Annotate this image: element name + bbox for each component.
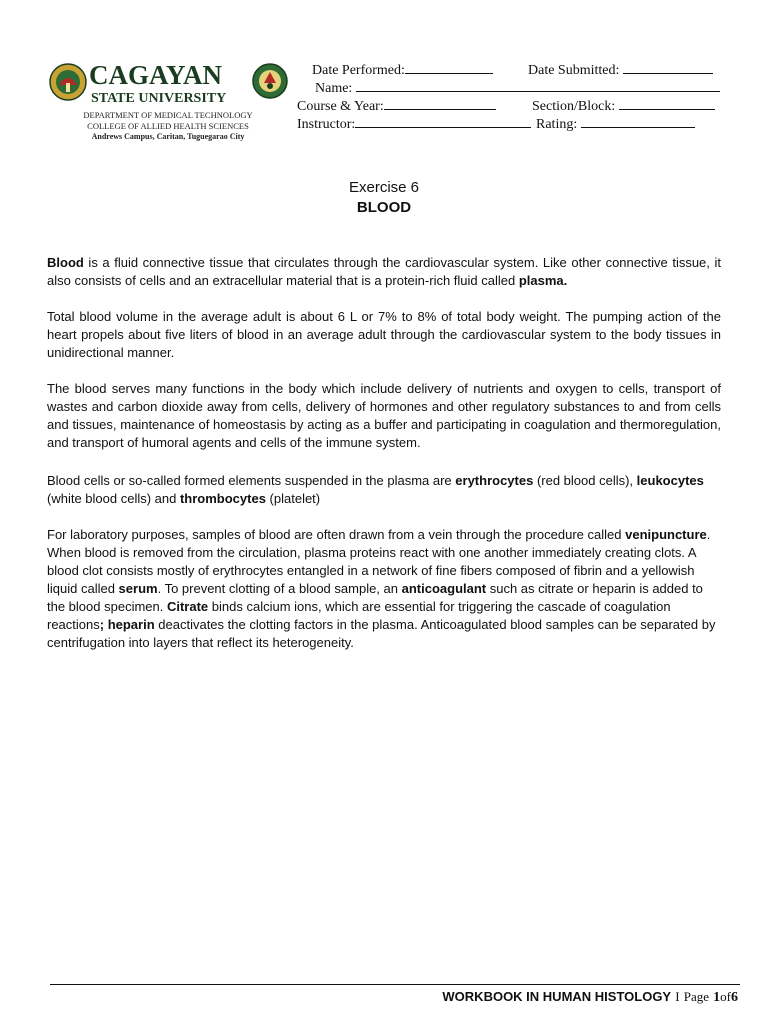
section-block-label: Section/Block: <box>532 99 616 114</box>
instructor-label: Instructor: <box>297 117 356 132</box>
text-span: (platelet) <box>265 491 321 506</box>
text-span: . To prevent clotting of a blood sample, an <box>157 581 402 596</box>
university-seal-icon <box>49 63 87 101</box>
campus-address: Andrews Campus, Caritan, Tuguegarao City <box>91 132 245 141</box>
rating-label: Rating: <box>536 117 578 132</box>
footer-separator: I <box>675 989 680 1004</box>
footer-page-total: 6 <box>731 990 738 1005</box>
footer-of-label: of <box>720 989 731 1004</box>
term-citrate: Citrate <box>166 599 209 614</box>
course-year-field[interactable] <box>297 96 496 116</box>
exercise-title-block <box>0 178 768 218</box>
document-body <box>47 254 721 652</box>
text-span: is a fluid connective tissue that circulates through the cardiovascular system. Like other connective tissue, it also consists of cells and an extracellular material that is a protein-rich fluid called <box>47 255 721 288</box>
student-info-form <box>297 60 727 132</box>
term-serum: serum <box>118 581 158 596</box>
term-blood: Blood <box>47 255 84 270</box>
college-seal-icon <box>252 63 288 99</box>
text-span: For laboratory purposes, samples of blood are often drawn from a vein through the procedure called <box>47 527 626 542</box>
term-erythrocytes: erythrocytes <box>455 473 534 488</box>
page-footer <box>442 988 738 1007</box>
paragraph-venipuncture <box>47 526 721 652</box>
footer-divider <box>50 984 740 985</box>
term-venipuncture: venipuncture <box>625 527 707 542</box>
footer-page-current: 1 <box>713 990 721 1005</box>
rating-field[interactable] <box>536 114 695 134</box>
paragraph-blood-definition <box>47 254 721 290</box>
university-logo-block <box>47 60 289 144</box>
document-header <box>47 60 727 150</box>
paragraph-formed-elements <box>47 472 721 508</box>
university-subtitle: STATE UNIVERSITY <box>91 91 227 106</box>
paragraph-blood-functions: The blood serves many functions in the body which include delivery of nutrients and oxygen to cells, transport of wastes and carbon dioxide away from cells, delivery of hormones and other regulatory substances to and from cells and tissues, maintenance of homeostasis by acting as a buffer and participating in coagulation and thermoregulation, and transport of humoral agents and cells of the immune system. <box>47 381 721 450</box>
date-submitted-field[interactable] <box>528 60 713 80</box>
name-field[interactable] <box>315 78 720 98</box>
name-label: Name: <box>315 81 353 96</box>
text-span: (red blood cells), <box>533 473 637 488</box>
term-plasma: plasma. <box>518 273 568 288</box>
text-span: deactivates the clotting factors in the plasma. Anticoagulated blood samples can be separated by centrifugation into layers that reflect its heterogeneity. <box>47 617 716 650</box>
exercise-title: Exercise 6 <box>348 179 420 196</box>
exercise-subtitle: BLOOD <box>356 199 412 216</box>
date-submitted-label: Date Submitted: <box>528 63 620 78</box>
term-thrombocytes: thrombocytes <box>179 491 266 506</box>
term-anticoagulant: anticoagulant <box>401 581 487 596</box>
date-performed-label: Date Performed: <box>312 63 405 78</box>
term-leukocytes: leukocytes <box>636 473 704 488</box>
college-name: COLLEGE OF ALLIED HEALTH SCIENCES <box>87 121 249 131</box>
course-year-label: Course & Year: <box>297 99 384 114</box>
text-span: Blood cells or so-called formed elements suspended in the plasma are <box>47 473 456 488</box>
footer-page-label: Page <box>683 989 710 1004</box>
term-heparin: ; heparin <box>99 617 155 632</box>
department-name: DEPARTMENT OF MEDICAL TECHNOLOGY <box>83 110 253 120</box>
date-performed-field[interactable] <box>312 60 493 80</box>
paragraph-blood-volume: Total blood volume in the average adult is about 6 L or 7% to 8% of total body weight. The pumping action of the heart propels about five liters of blood in an average adult through the cardiovascular system to the body tissues in unidirectional manner. <box>47 309 721 360</box>
text-span: such as citrate or heparin is added to the blood specimen. <box>47 581 703 614</box>
section-block-field[interactable] <box>532 96 715 116</box>
university-name: CAGAYAN <box>89 60 223 90</box>
text-span: (white blood cells) and <box>47 491 180 506</box>
text-span: . When blood is removed from the circulation, plasma proteins react with one another immediately creating clots. A blood clot consists mostly of erythrocytes entangled in a network of fine fibers composed of fibrin and a yellowish liquid called <box>47 527 711 596</box>
text-span: binds calcium ions, which are essential for triggering the cascade of coagulation reactions <box>47 599 671 632</box>
footer-title: WORKBOOK IN HUMAN HISTOLOGY <box>442 989 672 1004</box>
instructor-field[interactable] <box>297 114 531 134</box>
